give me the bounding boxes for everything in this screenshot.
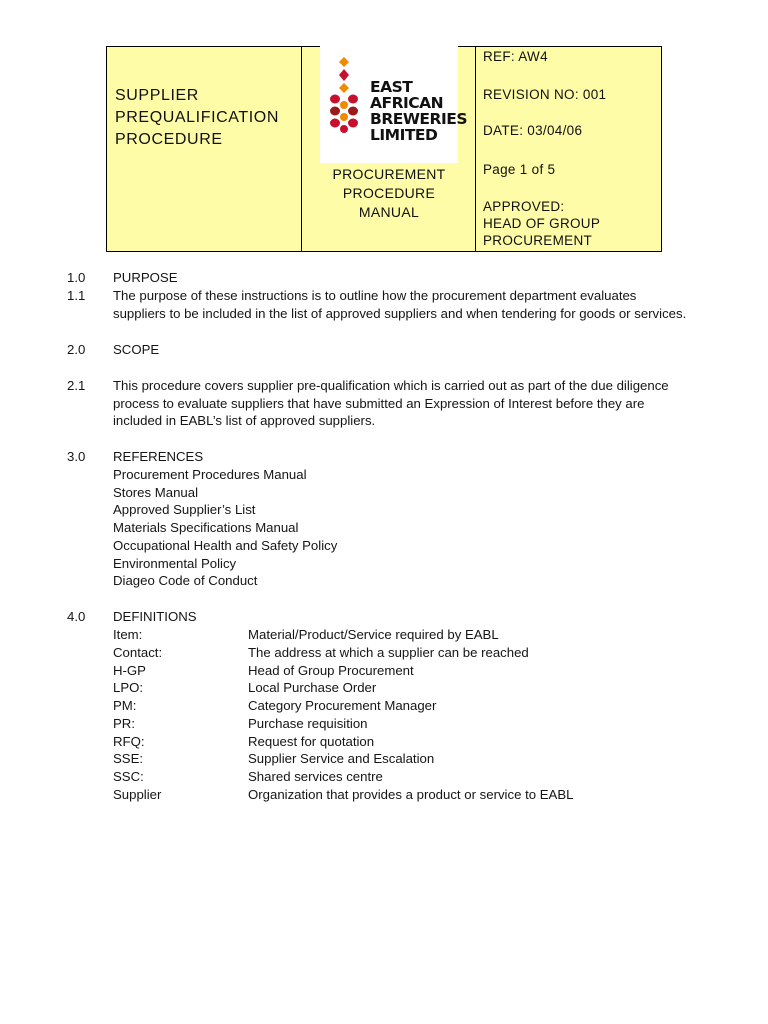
title-line-3: PROCEDURE bbox=[115, 131, 223, 148]
document-header-table bbox=[106, 46, 662, 252]
definition-term: SSC: bbox=[113, 769, 144, 784]
title-line-1: SUPPLIER bbox=[115, 87, 199, 104]
logo-wordmark bbox=[370, 79, 467, 143]
logo-line: BREWERIES bbox=[370, 110, 467, 128]
manual-line: PROCEDURE bbox=[342, 185, 436, 201]
section-heading-scope: SCOPE bbox=[113, 342, 160, 357]
reference-item: Materials Specifications Manual bbox=[113, 520, 299, 535]
reference-item: Environmental Policy bbox=[113, 556, 237, 571]
approved-by-line-2: PROCUREMENT bbox=[483, 233, 593, 248]
logo-line: LIMITED bbox=[370, 126, 438, 144]
logo-line: EAST bbox=[370, 78, 413, 96]
paragraph-line: included in EABL’s list of approved suppliers. bbox=[113, 413, 376, 428]
paragraph-line: This procedure covers supplier pre-qualification which is carried out as part of the due diligence bbox=[113, 378, 669, 393]
definition-term: Supplier bbox=[113, 787, 162, 802]
definition-text: Shared services centre bbox=[248, 769, 383, 784]
page-number: Page 1 of 5 bbox=[483, 162, 556, 177]
definition-text: Organization that provides a product or service to EABL bbox=[248, 787, 574, 802]
header-title-cell bbox=[107, 47, 302, 251]
manual-line: PROCUREMENT bbox=[332, 166, 446, 182]
definition-text: Supplier Service and Escalation bbox=[248, 751, 435, 766]
definition-term: RFQ: bbox=[113, 734, 145, 749]
definition-text: Local Purchase Order bbox=[248, 680, 377, 695]
reference-item: Procurement Procedures Manual bbox=[113, 467, 307, 482]
definition-text: Head of Group Procurement bbox=[248, 663, 414, 678]
definition-term: Contact: bbox=[113, 645, 163, 660]
section-number: 1.0 bbox=[67, 270, 86, 285]
definition-term: PM: bbox=[113, 698, 137, 713]
reference-item: Occupational Health and Safety Policy bbox=[113, 538, 338, 553]
document-title bbox=[115, 85, 279, 151]
definition-term: PR: bbox=[113, 716, 135, 731]
section-heading-purpose: PURPOSE bbox=[113, 270, 178, 285]
section-number: 4.0 bbox=[67, 609, 86, 624]
manual-line: MANUAL bbox=[358, 204, 420, 220]
paragraph-line: suppliers to be included in the list of approved suppliers and when tendering for goods or services. bbox=[113, 306, 687, 321]
document-date: DATE: 03/04/06 bbox=[483, 123, 583, 138]
definition-text: Request for quotation bbox=[248, 734, 375, 749]
title-line-2: PREQUALIFICATION bbox=[115, 109, 279, 126]
definition-term: SSE: bbox=[113, 751, 144, 766]
section-heading-definitions: DEFINITIONS bbox=[113, 609, 197, 624]
paragraph-line: process to evaluate suppliers that have submitted an Expression of Interest before they are bbox=[113, 396, 645, 411]
ref-number: REF: AW4 bbox=[483, 49, 548, 64]
revision-number: REVISION NO: 001 bbox=[483, 87, 607, 102]
section-number: 2.0 bbox=[67, 342, 86, 357]
brewery-logo-icon bbox=[326, 55, 362, 141]
manual-name bbox=[302, 165, 476, 222]
definition-term: H-GP bbox=[113, 663, 146, 678]
company-logo bbox=[320, 45, 467, 163]
definition-term: Item: bbox=[113, 627, 143, 642]
subsection-number: 2.1 bbox=[67, 378, 86, 393]
definition-text: Category Procurement Manager bbox=[248, 698, 437, 713]
paragraph-line: The purpose of these instructions is to outline how the procurement department evaluates bbox=[113, 288, 637, 303]
reference-item: Stores Manual bbox=[113, 485, 199, 500]
subsection-number: 1.1 bbox=[67, 288, 86, 303]
header-logo-cell bbox=[302, 47, 476, 251]
reference-item: Approved Supplier’s List bbox=[113, 502, 256, 517]
definition-text: The address at which a supplier can be reached bbox=[248, 645, 529, 660]
approved-by-line-1: HEAD OF GROUP bbox=[483, 216, 601, 231]
section-number: 3.0 bbox=[67, 449, 86, 464]
definition-term: LPO: bbox=[113, 680, 144, 695]
logo-line: AFRICAN bbox=[370, 94, 444, 112]
definition-text: Material/Product/Service required by EABL bbox=[248, 627, 499, 642]
approved-label: APPROVED: bbox=[483, 199, 565, 214]
reference-item: Diageo Code of Conduct bbox=[113, 573, 258, 588]
definition-text: Purchase requisition bbox=[248, 716, 368, 731]
section-heading-references: REFERENCES bbox=[113, 449, 204, 464]
header-meta-cell bbox=[476, 47, 661, 251]
